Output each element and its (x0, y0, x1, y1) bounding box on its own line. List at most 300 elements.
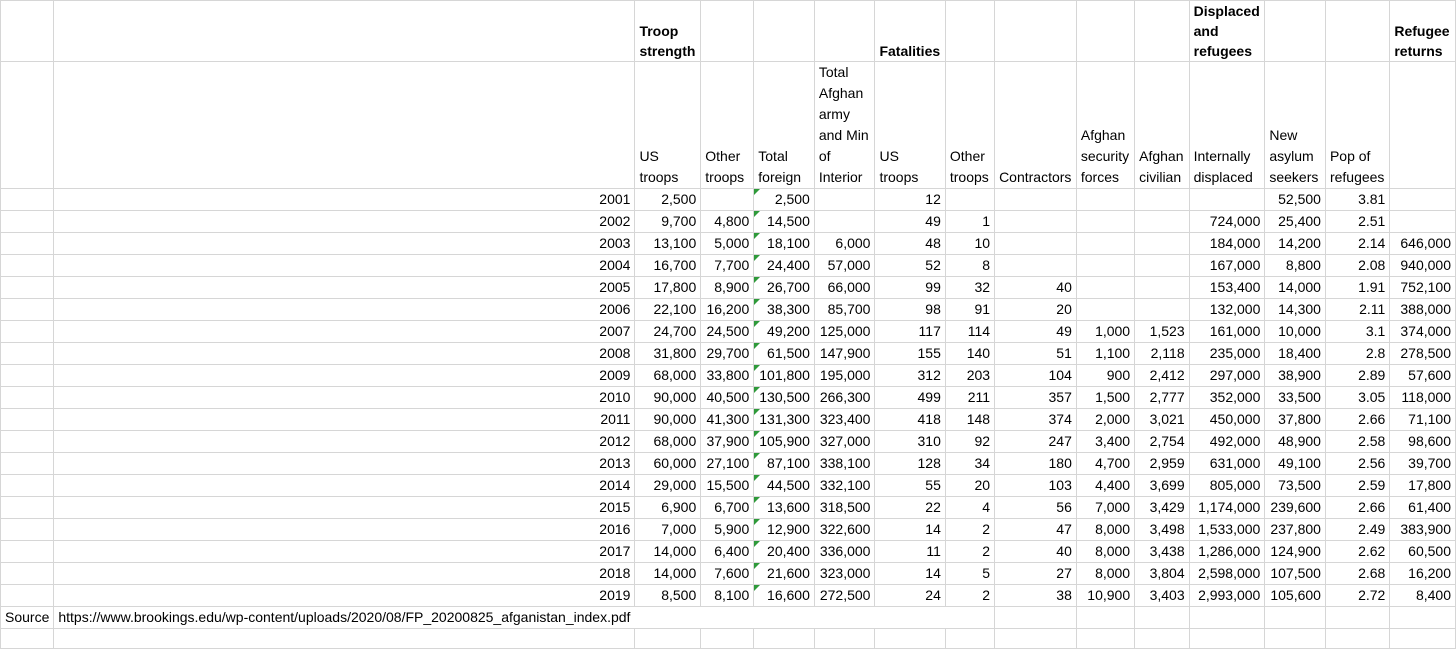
table-cell[interactable]: 310 (875, 431, 945, 453)
table-cell[interactable]: 492,000 (1189, 431, 1265, 453)
table-cell[interactable]: 10,000 (1265, 321, 1326, 343)
table-cell[interactable]: 29,700 (701, 343, 754, 365)
table-cell[interactable] (754, 475, 815, 497)
cell[interactable] (635, 629, 701, 649)
table-cell[interactable]: 374,000 (1390, 321, 1456, 343)
cell[interactable] (1076, 629, 1134, 649)
table-cell[interactable] (814, 211, 875, 233)
table-cell[interactable]: 3.81 (1325, 189, 1389, 211)
table-cell[interactable]: 211 (945, 387, 994, 409)
table-cell[interactable]: 1.91 (1325, 277, 1389, 299)
source-url[interactable]: https://www.brookings.edu/wp-content/uploads/2020/08/FP_20200825_afganistan_index.pdf (54, 607, 635, 629)
table-cell[interactable] (1135, 277, 1190, 299)
table-cell[interactable]: 3,498 (1135, 519, 1190, 541)
table-cell[interactable] (754, 343, 815, 365)
table-cell[interactable] (754, 497, 815, 519)
cell[interactable] (1265, 629, 1326, 649)
table-cell[interactable]: 278,500 (1390, 343, 1456, 365)
table-cell[interactable]: 5,000 (701, 233, 754, 255)
table-cell[interactable]: 266,300 (814, 387, 875, 409)
table-cell[interactable]: 17,800 (1390, 475, 1456, 497)
table-cell[interactable]: 49,100 (1265, 453, 1326, 475)
year-cell[interactable]: 2004 (54, 255, 635, 277)
table-cell[interactable]: 940,000 (1390, 255, 1456, 277)
cell[interactable] (1, 1, 54, 62)
table-cell[interactable] (1076, 299, 1134, 321)
year-cell[interactable]: 2013 (54, 453, 635, 475)
table-cell[interactable]: 752,100 (1390, 277, 1456, 299)
table-cell[interactable]: 3,403 (1135, 585, 1190, 607)
table-cell[interactable]: 38,900 (1265, 365, 1326, 387)
table-cell[interactable] (1135, 211, 1190, 233)
table-cell[interactable]: 55 (875, 475, 945, 497)
table-cell[interactable] (754, 541, 815, 563)
table-cell[interactable]: 2.59 (1325, 475, 1389, 497)
table-cell[interactable] (754, 299, 815, 321)
table-cell[interactable] (1076, 277, 1134, 299)
table-cell[interactable] (1076, 233, 1134, 255)
cell[interactable] (54, 629, 635, 649)
table-cell[interactable]: 3,021 (1135, 409, 1190, 431)
table-cell[interactable]: 128 (875, 453, 945, 475)
table-cell[interactable]: 27,100 (701, 453, 754, 475)
table-cell[interactable]: 2.56 (1325, 453, 1389, 475)
table-cell[interactable]: 71,100 (1390, 409, 1456, 431)
cell[interactable] (945, 607, 994, 629)
table-cell[interactable]: 2 (945, 585, 994, 607)
table-cell[interactable] (1076, 255, 1134, 277)
cell[interactable] (1076, 607, 1134, 629)
table-cell[interactable]: 2.14 (1325, 233, 1389, 255)
table-cell[interactable]: 3,804 (1135, 563, 1190, 585)
table-cell[interactable]: 4,800 (701, 211, 754, 233)
table-cell[interactable]: 22,100 (635, 299, 701, 321)
table-cell[interactable]: 90,000 (635, 409, 701, 431)
cell[interactable] (1265, 607, 1326, 629)
table-cell[interactable]: 40 (995, 277, 1077, 299)
table-cell[interactable]: 40,500 (701, 387, 754, 409)
table-cell[interactable] (754, 277, 815, 299)
table-cell[interactable]: 25,400 (1265, 211, 1326, 233)
table-cell[interactable]: 322,600 (814, 519, 875, 541)
table-cell[interactable]: 37,900 (701, 431, 754, 453)
table-cell[interactable]: 13,100 (635, 233, 701, 255)
table-cell[interactable]: 9,700 (635, 211, 701, 233)
table-cell[interactable]: 332,100 (814, 475, 875, 497)
year-cell[interactable]: 2009 (54, 365, 635, 387)
cell[interactable] (54, 62, 635, 189)
table-cell[interactable] (754, 431, 815, 453)
table-cell[interactable]: 2 (945, 541, 994, 563)
cell[interactable] (1265, 1, 1326, 62)
cell[interactable] (1, 541, 54, 563)
year-cell[interactable]: 2015 (54, 497, 635, 519)
column-header[interactable]: Contractors (995, 62, 1077, 189)
cell[interactable] (995, 1, 1077, 62)
table-cell[interactable] (995, 189, 1077, 211)
table-cell[interactable]: 124,900 (1265, 541, 1326, 563)
table-cell[interactable]: 2,754 (1135, 431, 1190, 453)
cell[interactable] (701, 1, 754, 62)
cell[interactable] (945, 1, 994, 62)
cell[interactable] (1, 431, 54, 453)
table-cell[interactable]: 56 (995, 497, 1077, 519)
cell[interactable] (1, 519, 54, 541)
table-cell[interactable]: 1,533,000 (1189, 519, 1265, 541)
cell[interactable] (1135, 607, 1190, 629)
table-cell[interactable] (1390, 211, 1456, 233)
table-cell[interactable]: 499 (875, 387, 945, 409)
table-cell[interactable]: 5,900 (701, 519, 754, 541)
table-cell[interactable]: 39,700 (1390, 453, 1456, 475)
table-cell[interactable]: 336,000 (814, 541, 875, 563)
table-cell[interactable]: 2.08 (1325, 255, 1389, 277)
table-cell[interactable]: 33,500 (1265, 387, 1326, 409)
table-cell[interactable]: 10 (945, 233, 994, 255)
table-cell[interactable]: 24,500 (701, 321, 754, 343)
cell[interactable] (1, 497, 54, 519)
table-cell[interactable]: 60,500 (1390, 541, 1456, 563)
cell[interactable] (814, 629, 875, 649)
cell[interactable] (1, 475, 54, 497)
table-cell[interactable]: 90,000 (635, 387, 701, 409)
cell[interactable] (1325, 607, 1389, 629)
table-cell[interactable]: 318,500 (814, 497, 875, 519)
cell[interactable] (1, 255, 54, 277)
table-cell[interactable]: 3.1 (1325, 321, 1389, 343)
table-cell[interactable]: 8,900 (701, 277, 754, 299)
header-refugee-returns[interactable]: Refugee returns (1390, 1, 1456, 62)
table-cell[interactable]: 7,600 (701, 563, 754, 585)
cell[interactable] (1, 343, 54, 365)
table-cell[interactable]: 203 (945, 365, 994, 387)
table-cell[interactable]: 631,000 (1189, 453, 1265, 475)
cell[interactable] (754, 1, 815, 62)
table-cell[interactable]: 805,000 (1189, 475, 1265, 497)
cell[interactable] (1, 585, 54, 607)
year-cell[interactable]: 2016 (54, 519, 635, 541)
table-cell[interactable]: 14,000 (635, 563, 701, 585)
cell[interactable] (1, 453, 54, 475)
table-cell[interactable]: 52,500 (1265, 189, 1326, 211)
table-cell[interactable]: 2 (945, 519, 994, 541)
table-cell[interactable]: 3,429 (1135, 497, 1190, 519)
table-cell[interactable] (1189, 189, 1265, 211)
table-cell[interactable] (754, 233, 815, 255)
table-cell[interactable] (995, 211, 1077, 233)
table-cell[interactable]: 98,600 (1390, 431, 1456, 453)
table-cell[interactable]: 2,598,000 (1189, 563, 1265, 585)
table-cell[interactable] (754, 453, 815, 475)
year-cell[interactable]: 2006 (54, 299, 635, 321)
table-cell[interactable]: 68,000 (635, 365, 701, 387)
table-cell[interactable]: 14,000 (1265, 277, 1326, 299)
column-header[interactable]: Total foreign (754, 62, 815, 189)
table-cell[interactable]: 8 (945, 255, 994, 277)
year-cell[interactable]: 2008 (54, 343, 635, 365)
table-cell[interactable]: 8,000 (1076, 541, 1134, 563)
table-cell[interactable]: 32 (945, 277, 994, 299)
cell[interactable] (1, 365, 54, 387)
table-cell[interactable] (1076, 211, 1134, 233)
table-cell[interactable]: 57,000 (814, 255, 875, 277)
table-cell[interactable]: 180 (995, 453, 1077, 475)
table-cell[interactable]: 22 (875, 497, 945, 519)
table-cell[interactable]: 92 (945, 431, 994, 453)
column-header[interactable]: Pop of refugees (1325, 62, 1389, 189)
cell[interactable] (701, 629, 754, 649)
table-cell[interactable] (754, 409, 815, 431)
column-header[interactable]: Other troops (945, 62, 994, 189)
table-cell[interactable]: 14 (875, 563, 945, 585)
table-cell[interactable] (1135, 255, 1190, 277)
table-cell[interactable]: 16,700 (635, 255, 701, 277)
cell[interactable] (1325, 629, 1389, 649)
year-cell[interactable]: 2010 (54, 387, 635, 409)
table-cell[interactable] (1135, 189, 1190, 211)
column-header[interactable]: Total Afghan army and Min of Interior (814, 62, 875, 189)
table-cell[interactable] (754, 585, 815, 607)
cell[interactable] (875, 629, 945, 649)
cell[interactable] (1, 409, 54, 431)
table-cell[interactable]: 1 (945, 211, 994, 233)
year-cell[interactable]: 2017 (54, 541, 635, 563)
column-header[interactable]: Afghan civilian (1135, 62, 1190, 189)
table-cell[interactable]: 167,000 (1189, 255, 1265, 277)
cell[interactable] (1325, 1, 1389, 62)
table-cell[interactable]: 16,200 (1390, 563, 1456, 585)
table-cell[interactable]: 5 (945, 563, 994, 585)
table-cell[interactable]: 33,800 (701, 365, 754, 387)
table-cell[interactable]: 900 (1076, 365, 1134, 387)
table-cell[interactable]: 52 (875, 255, 945, 277)
column-header[interactable]: US troops (635, 62, 701, 189)
cell[interactable] (1, 62, 54, 189)
column-header[interactable]: Afghan security forces (1076, 62, 1134, 189)
cell[interactable] (701, 607, 754, 629)
table-cell[interactable]: 11 (875, 541, 945, 563)
table-cell[interactable]: 20 (945, 475, 994, 497)
table-cell[interactable]: 2,959 (1135, 453, 1190, 475)
table-cell[interactable]: 132,000 (1189, 299, 1265, 321)
cell[interactable] (995, 607, 1077, 629)
table-cell[interactable]: 14,000 (635, 541, 701, 563)
table-cell[interactable]: 14,300 (1265, 299, 1326, 321)
table-cell[interactable]: 2.66 (1325, 497, 1389, 519)
table-cell[interactable]: 1,500 (1076, 387, 1134, 409)
table-cell[interactable]: 3,400 (1076, 431, 1134, 453)
table-cell[interactable]: 114 (945, 321, 994, 343)
table-cell[interactable]: 14,200 (1265, 233, 1326, 255)
cell[interactable] (1189, 629, 1265, 649)
table-cell[interactable]: 98 (875, 299, 945, 321)
table-cell[interactable]: 2,993,000 (1189, 585, 1265, 607)
table-cell[interactable]: 357 (995, 387, 1077, 409)
source-label[interactable]: Source (1, 607, 54, 629)
table-cell[interactable]: 388,000 (1390, 299, 1456, 321)
table-cell[interactable]: 91 (945, 299, 994, 321)
table-cell[interactable]: 48 (875, 233, 945, 255)
table-cell[interactable]: 24,700 (635, 321, 701, 343)
cell[interactable] (1, 299, 54, 321)
table-cell[interactable]: 61,400 (1390, 497, 1456, 519)
table-cell[interactable]: 147,900 (814, 343, 875, 365)
table-cell[interactable] (1390, 189, 1456, 211)
table-cell[interactable]: 34 (945, 453, 994, 475)
table-cell[interactable]: 125,000 (814, 321, 875, 343)
table-cell[interactable]: 6,700 (701, 497, 754, 519)
cell[interactable] (1, 629, 54, 649)
table-cell[interactable]: 3,699 (1135, 475, 1190, 497)
table-cell[interactable]: 1,523 (1135, 321, 1190, 343)
cell[interactable] (635, 607, 701, 629)
cell[interactable] (1, 321, 54, 343)
cell[interactable] (945, 629, 994, 649)
table-cell[interactable]: 8,800 (1265, 255, 1326, 277)
table-cell[interactable]: 352,000 (1189, 387, 1265, 409)
table-cell[interactable]: 272,500 (814, 585, 875, 607)
table-cell[interactable]: 51 (995, 343, 1077, 365)
table-cell[interactable]: 37,800 (1265, 409, 1326, 431)
table-cell[interactable]: 49 (995, 321, 1077, 343)
table-cell[interactable]: 107,500 (1265, 563, 1326, 585)
table-cell[interactable]: 161,000 (1189, 321, 1265, 343)
column-header[interactable]: Other troops (701, 62, 754, 189)
table-cell[interactable]: 7,000 (1076, 497, 1134, 519)
table-cell[interactable]: 118,000 (1390, 387, 1456, 409)
table-cell[interactable] (1076, 189, 1134, 211)
table-cell[interactable]: 103 (995, 475, 1077, 497)
table-cell[interactable]: 2.62 (1325, 541, 1389, 563)
table-cell[interactable]: 10,900 (1076, 585, 1134, 607)
table-cell[interactable]: 155 (875, 343, 945, 365)
cell[interactable] (1390, 607, 1456, 629)
cell[interactable] (995, 629, 1077, 649)
table-cell[interactable]: 57,600 (1390, 365, 1456, 387)
table-cell[interactable]: 8,000 (1076, 519, 1134, 541)
table-cell[interactable]: 49 (875, 211, 945, 233)
table-cell[interactable]: 1,174,000 (1189, 497, 1265, 519)
table-cell[interactable]: 1,286,000 (1189, 541, 1265, 563)
column-header[interactable]: New asylum seekers (1265, 62, 1326, 189)
table-cell[interactable]: 323,400 (814, 409, 875, 431)
table-cell[interactable]: 2.89 (1325, 365, 1389, 387)
year-cell[interactable]: 2005 (54, 277, 635, 299)
cell[interactable] (1, 189, 54, 211)
cell[interactable] (1189, 607, 1265, 629)
table-cell[interactable]: 2,412 (1135, 365, 1190, 387)
table-cell[interactable]: 327,000 (814, 431, 875, 453)
table-cell[interactable]: 195,000 (814, 365, 875, 387)
table-cell[interactable]: 2.8 (1325, 343, 1389, 365)
table-cell[interactable]: 66,000 (814, 277, 875, 299)
table-cell[interactable]: 20 (995, 299, 1077, 321)
table-cell[interactable] (754, 519, 815, 541)
table-cell[interactable]: 2.66 (1325, 409, 1389, 431)
table-cell[interactable]: 12 (875, 189, 945, 211)
table-cell[interactable]: 338,100 (814, 453, 875, 475)
table-cell[interactable] (1135, 233, 1190, 255)
table-cell[interactable]: 31,800 (635, 343, 701, 365)
table-cell[interactable]: 724,000 (1189, 211, 1265, 233)
table-cell[interactable]: 3.05 (1325, 387, 1389, 409)
table-cell[interactable]: 323,000 (814, 563, 875, 585)
year-cell[interactable]: 2019 (54, 585, 635, 607)
table-cell[interactable]: 6,000 (814, 233, 875, 255)
table-cell[interactable] (701, 189, 754, 211)
table-cell[interactable]: 2,000 (1076, 409, 1134, 431)
table-cell[interactable]: 24 (875, 585, 945, 607)
table-cell[interactable]: 7,000 (635, 519, 701, 541)
table-cell[interactable]: 2.49 (1325, 519, 1389, 541)
table-cell[interactable] (754, 387, 815, 409)
table-cell[interactable] (814, 189, 875, 211)
table-cell[interactable]: 4,700 (1076, 453, 1134, 475)
table-cell[interactable]: 237,800 (1265, 519, 1326, 541)
year-cell[interactable]: 2001 (54, 189, 635, 211)
table-cell[interactable]: 99 (875, 277, 945, 299)
cell[interactable] (1, 277, 54, 299)
table-cell[interactable]: 418 (875, 409, 945, 431)
cell[interactable] (1, 387, 54, 409)
table-cell[interactable]: 140 (945, 343, 994, 365)
cell[interactable] (1, 233, 54, 255)
header-displaced-and-refugees[interactable]: Displaced and refugees (1189, 1, 1265, 62)
table-cell[interactable] (945, 189, 994, 211)
table-cell[interactable]: 1,100 (1076, 343, 1134, 365)
year-cell[interactable]: 2002 (54, 211, 635, 233)
table-cell[interactable]: 48,900 (1265, 431, 1326, 453)
table-cell[interactable]: 8,500 (635, 585, 701, 607)
cell[interactable] (875, 607, 945, 629)
table-cell[interactable]: 73,500 (1265, 475, 1326, 497)
table-cell[interactable]: 105,600 (1265, 585, 1326, 607)
table-cell[interactable]: 297,000 (1189, 365, 1265, 387)
table-cell[interactable]: 4,400 (1076, 475, 1134, 497)
table-cell[interactable] (754, 365, 815, 387)
year-cell[interactable]: 2003 (54, 233, 635, 255)
table-cell[interactable]: 1,000 (1076, 321, 1134, 343)
cell[interactable] (1135, 1, 1190, 62)
table-cell[interactable]: 18,400 (1265, 343, 1326, 365)
year-cell[interactable]: 2012 (54, 431, 635, 453)
table-cell[interactable]: 6,400 (701, 541, 754, 563)
table-cell[interactable]: 2.51 (1325, 211, 1389, 233)
table-cell[interactable] (754, 189, 815, 211)
cell[interactable] (754, 607, 815, 629)
table-cell[interactable] (754, 321, 815, 343)
header-troop-strength[interactable]: Troop strength (635, 1, 701, 62)
table-cell[interactable]: 4 (945, 497, 994, 519)
header-fatalities[interactable]: Fatalities (875, 1, 945, 62)
year-cell[interactable]: 2018 (54, 563, 635, 585)
table-cell[interactable] (1135, 299, 1190, 321)
cell[interactable] (1, 211, 54, 233)
cell[interactable] (54, 1, 635, 62)
column-header[interactable]: Internally displaced (1189, 62, 1265, 189)
table-cell[interactable]: 148 (945, 409, 994, 431)
table-cell[interactable] (754, 211, 815, 233)
year-cell[interactable]: 2011 (54, 409, 635, 431)
table-cell[interactable]: 450,000 (1189, 409, 1265, 431)
table-cell[interactable]: 239,600 (1265, 497, 1326, 519)
table-cell[interactable]: 8,400 (1390, 585, 1456, 607)
table-cell[interactable]: 29,000 (635, 475, 701, 497)
table-cell[interactable]: 8,000 (1076, 563, 1134, 585)
cell[interactable] (1076, 1, 1134, 62)
table-cell[interactable]: 235,000 (1189, 343, 1265, 365)
table-cell[interactable]: 14 (875, 519, 945, 541)
